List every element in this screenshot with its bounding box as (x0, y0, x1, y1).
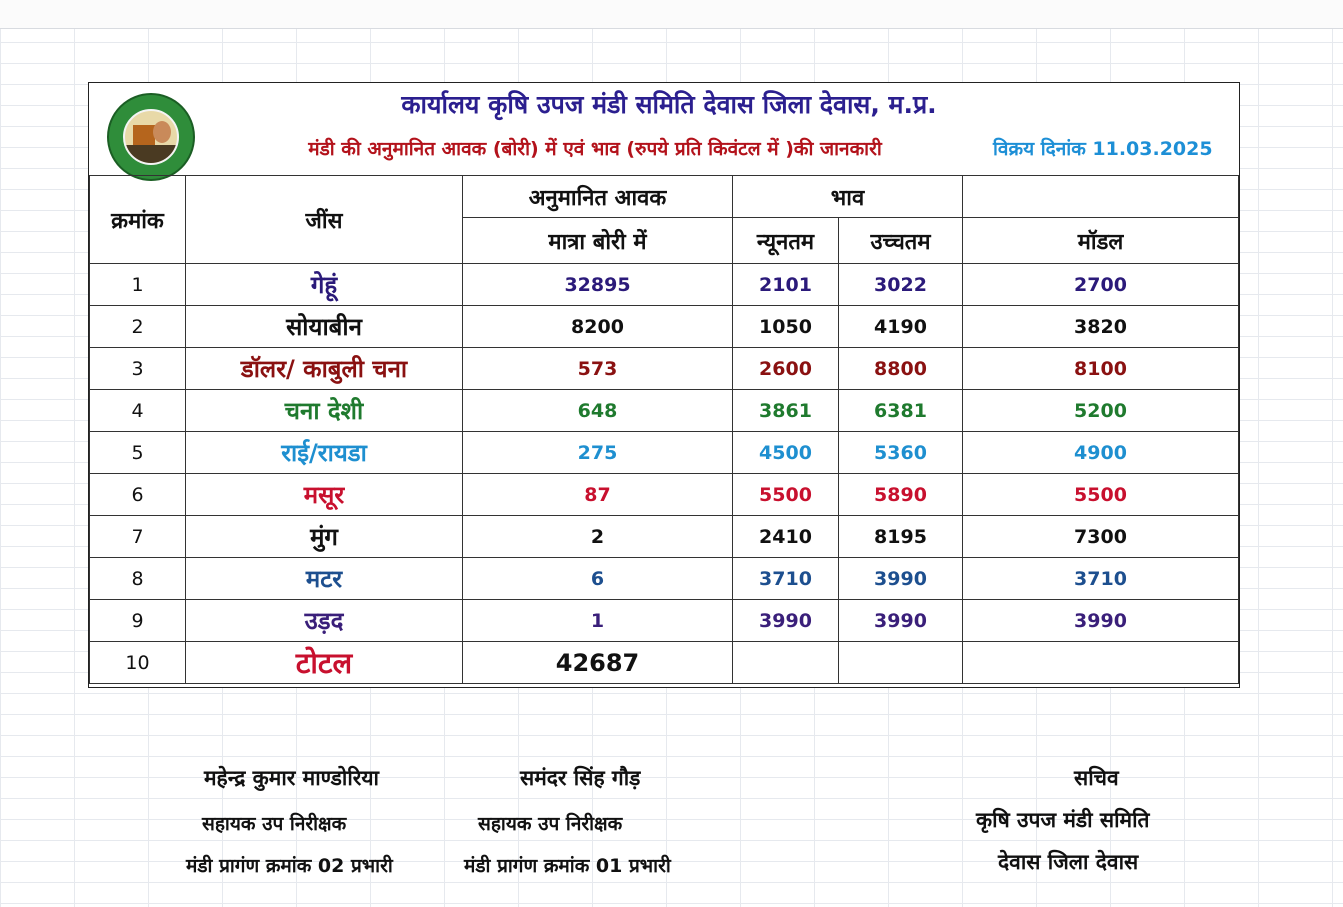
row-arrival: 648 (463, 390, 733, 432)
total-row (90, 642, 1239, 684)
row-arrival: 573 (463, 348, 733, 390)
col-blank-header (963, 176, 1239, 218)
total-arrival: 42687 (463, 642, 733, 684)
row-sno: 8 (90, 558, 186, 600)
row-min-price: 2101 (733, 264, 839, 306)
row-modal-price: 5200 (963, 390, 1239, 432)
row-arrival: 32895 (463, 264, 733, 306)
row-min-price: 5500 (733, 474, 839, 516)
table-row (90, 558, 1239, 600)
row-modal-price: 3710 (963, 558, 1239, 600)
logo-emblem (123, 109, 179, 165)
row-commodity: गेहूं (186, 264, 463, 306)
row-commodity: राई/रायडा (186, 432, 463, 474)
row-commodity: मुंग (186, 516, 463, 558)
row-modal-price: 3990 (963, 600, 1239, 642)
row-modal-price: 8100 (963, 348, 1239, 390)
row-sno: 2 (90, 306, 186, 348)
table-row (90, 264, 1239, 306)
report-subtitle: मंडी की अनुमानित आवक (बोरी) में एवं भाव (रुपये प्रति किवंटल में )की जानकारी (308, 138, 882, 160)
sig-middle-name: समंदर सिंह गौड़ (520, 766, 641, 790)
row-sno: 1 (90, 264, 186, 306)
row-commodity: सोयाबीन (186, 306, 463, 348)
row-min-price: 2600 (733, 348, 839, 390)
sig-left-charge: मंडी प्रागंण क्रमांक 02 प्रभारी (186, 855, 393, 877)
table-row (90, 432, 1239, 474)
report-frame (88, 82, 1240, 688)
row-min-price: 3861 (733, 390, 839, 432)
row-commodity: मटर (186, 558, 463, 600)
row-arrival: 8200 (463, 306, 733, 348)
row-max-price: 5890 (839, 474, 963, 516)
row-arrival: 87 (463, 474, 733, 516)
row-max-price: 3990 (839, 600, 963, 642)
mandi-logo (107, 93, 195, 181)
row-sno: 6 (90, 474, 186, 516)
row-min-price: 2410 (733, 516, 839, 558)
table-row (90, 306, 1239, 348)
col-serial: क्रमांक (90, 176, 186, 264)
sig-middle-charge: मंडी प्रागंण क्रमांक 01 प्रभारी (464, 855, 671, 877)
table-row (90, 600, 1239, 642)
row-max-price: 4190 (839, 306, 963, 348)
row-commodity: मसूर (186, 474, 463, 516)
row-modal-price: 7300 (963, 516, 1239, 558)
row-commodity: उड़द (186, 600, 463, 642)
row-modal-price: 2700 (963, 264, 1239, 306)
report-title: कार्यालय कृषि उपज मंडी समिति देवास जिला देवास, म.प्र. (401, 90, 937, 119)
row-modal-price: 4900 (963, 432, 1239, 474)
row-max-price: 8195 (839, 516, 963, 558)
col-arrival-sub: मात्रा बोरी में (463, 218, 733, 264)
row-arrival: 1 (463, 600, 733, 642)
row-max-price: 5360 (839, 432, 963, 474)
col-price-group: भाव (733, 176, 963, 218)
row-max-price: 6381 (839, 390, 963, 432)
row-max-price: 8800 (839, 348, 963, 390)
row-sno: 7 (90, 516, 186, 558)
col-max: उच्चतम (839, 218, 963, 264)
total-label: टोटल (186, 642, 463, 684)
total-sno: 10 (90, 642, 186, 684)
row-commodity: डॉलर/ काबुली चना (186, 348, 463, 390)
row-arrival: 2 (463, 516, 733, 558)
rates-table (89, 175, 1239, 684)
col-commodity: जींस (186, 176, 463, 264)
row-modal-price: 3820 (963, 306, 1239, 348)
row-min-price: 3990 (733, 600, 839, 642)
row-min-price: 4500 (733, 432, 839, 474)
sig-right-org: कृषि उपज मंडी समिति (976, 808, 1150, 832)
row-modal-price: 5500 (963, 474, 1239, 516)
sig-right-title: सचिव (1074, 766, 1119, 790)
sale-date: विक्रय दिनांक 11.03.2025 (993, 138, 1213, 160)
sig-middle-designation: सहायक उप निरीक्षक (478, 813, 623, 835)
sig-left-name: महेन्द्र कुमार माण्डोरिया (204, 766, 379, 790)
header-row-1 (90, 176, 1239, 218)
row-min-price: 1050 (733, 306, 839, 348)
row-min-price: 3710 (733, 558, 839, 600)
table-row (90, 390, 1239, 432)
row-sno: 3 (90, 348, 186, 390)
row-max-price: 3990 (839, 558, 963, 600)
row-arrival: 6 (463, 558, 733, 600)
sig-right-place: देवास जिला देवास (998, 850, 1139, 874)
row-sno: 4 (90, 390, 186, 432)
table-row (90, 516, 1239, 558)
table-row (90, 348, 1239, 390)
row-sno: 9 (90, 600, 186, 642)
row-commodity: चना देशी (186, 390, 463, 432)
col-min: न्यूनतम (733, 218, 839, 264)
row-arrival: 275 (463, 432, 733, 474)
spreadsheet-header-strip (0, 0, 1343, 29)
col-arrival-group: अनुमानित आवक (463, 176, 733, 218)
table-row (90, 474, 1239, 516)
col-modal: मॉडल (963, 218, 1239, 264)
row-sno: 5 (90, 432, 186, 474)
row-max-price: 3022 (839, 264, 963, 306)
sig-left-designation: सहायक उप निरीक्षक (202, 813, 347, 835)
